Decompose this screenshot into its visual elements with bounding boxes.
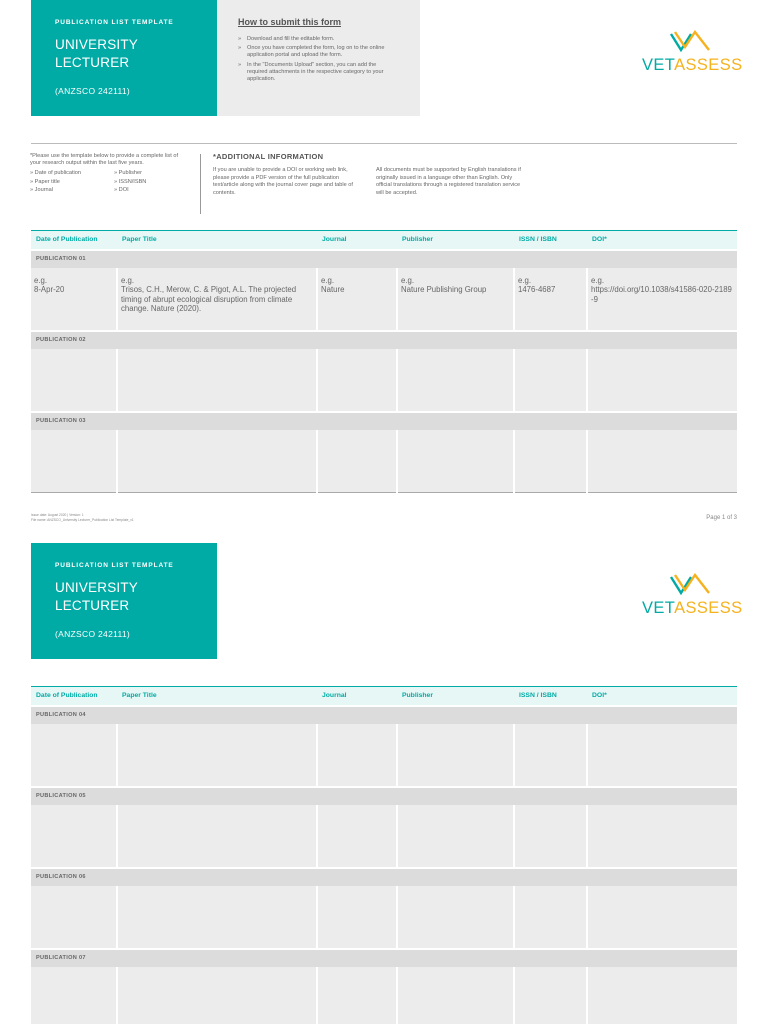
publication-label: PUBLICATION 06 xyxy=(31,868,737,886)
publication-entry-row xyxy=(31,430,737,493)
publisher-cell[interactable] xyxy=(397,886,514,949)
paper-title-cell[interactable] xyxy=(117,430,317,493)
issn-isbn-cell[interactable] xyxy=(514,349,587,412)
logo-vet-text: VET xyxy=(642,599,675,617)
publication-table-page-1 xyxy=(31,230,737,493)
required-field-item: » Date of publication xyxy=(30,170,114,177)
publisher-cell[interactable]: e.g. Nature Publishing Group xyxy=(397,268,514,331)
anzsco-code: (ANZSCO 242111) xyxy=(55,86,131,96)
column-header-date: Date of Publication xyxy=(31,231,117,250)
journal-cell[interactable] xyxy=(317,886,397,949)
doi-cell[interactable] xyxy=(587,967,737,1024)
column-header-journal: Journal xyxy=(317,231,397,250)
doi-cell[interactable] xyxy=(587,724,737,787)
column-header-paper-title: Paper Title xyxy=(117,687,317,706)
template-kicker: PUBLICATION LIST TEMPLATE xyxy=(55,562,174,569)
journal-cell[interactable]: e.g. Nature xyxy=(317,268,397,331)
publication-label-row xyxy=(31,706,737,724)
publication-label: PUBLICATION 07 xyxy=(31,949,737,967)
required-field-item: » Journal xyxy=(30,187,114,194)
vetassess-logo-page-2 xyxy=(642,573,742,618)
anzsco-code: (ANZSCO 242111) xyxy=(55,629,131,639)
title-line-1: UNIVERSITY xyxy=(55,37,139,52)
publication-entry-row xyxy=(31,724,737,787)
publication-label-row xyxy=(31,331,737,349)
publication-entry-row xyxy=(31,349,737,412)
doi-cell[interactable] xyxy=(587,886,737,949)
journal-cell[interactable] xyxy=(317,724,397,787)
issn-isbn-cell[interactable] xyxy=(514,967,587,1024)
publication-label-row xyxy=(31,787,737,805)
date-cell[interactable] xyxy=(31,886,117,949)
issn-isbn-cell[interactable] xyxy=(514,805,587,868)
additional-info-translation-note: All documents must be supported by English translations if originally issued in a language other than English. Only official translations through a registered translation service will be accepted. xyxy=(376,167,521,196)
table-header-row xyxy=(31,687,737,706)
title-line-2: LECTURER xyxy=(55,55,130,70)
publication-label: PUBLICATION 01 xyxy=(31,250,737,268)
vetassess-logo-icon xyxy=(669,30,711,54)
paper-title-cell[interactable] xyxy=(117,349,317,412)
publication-label: PUBLICATION 05 xyxy=(31,787,737,805)
doi-cell[interactable] xyxy=(587,805,737,868)
page-title xyxy=(55,579,138,615)
publisher-cell[interactable] xyxy=(397,430,514,493)
how-to-title: How to submit this form xyxy=(238,17,341,27)
date-cell[interactable]: e.g. 8-Apr-20 xyxy=(31,268,117,331)
required-field-item: » DOI xyxy=(114,187,184,194)
document-footer-info xyxy=(31,513,134,522)
publisher-cell[interactable] xyxy=(397,724,514,787)
title-line-2: LECTURER xyxy=(55,598,130,613)
how-to-step: » Download and fill the editable form. xyxy=(238,36,398,43)
column-header-publisher: Publisher xyxy=(397,231,514,250)
publication-label: PUBLICATION 03 xyxy=(31,412,737,430)
publication-entry-row xyxy=(31,268,737,331)
column-header-issn-isbn: ISSN / ISBN xyxy=(514,687,587,706)
required-field-item: » Publisher xyxy=(114,170,184,177)
date-cell[interactable] xyxy=(31,430,117,493)
additional-information xyxy=(213,152,533,197)
date-cell[interactable] xyxy=(31,349,117,412)
issn-isbn-cell[interactable]: e.g. 1476-4687 xyxy=(514,268,587,331)
publication-label-row xyxy=(31,868,737,886)
issn-isbn-cell[interactable] xyxy=(514,724,587,787)
how-to-step: » In the "Documents Upload" section, you can add the required attachments in the respective category to your application. xyxy=(238,62,398,84)
page-title xyxy=(55,36,138,72)
column-header-doi: DOI* xyxy=(587,687,737,706)
paper-title-cell[interactable]: e.g. Trisos, C.H., Merow, C. & Pigot, A.L. The projected timing of abrupt ecological disruption from climate change. Nature (2020). xyxy=(117,268,317,331)
logo-assess-text: ASSESS xyxy=(674,56,743,74)
publication-table-page-2 xyxy=(31,686,737,1024)
issn-isbn-cell[interactable] xyxy=(514,430,587,493)
publication-label-row xyxy=(31,949,737,967)
publisher-cell[interactable] xyxy=(397,349,514,412)
publisher-cell[interactable] xyxy=(397,967,514,1024)
required-field-item: » Paper title xyxy=(30,179,114,186)
column-header-paper-title: Paper Title xyxy=(117,231,317,250)
how-to-step: » Once you have completed the form, log on to the online application portal and upload the form. xyxy=(238,45,398,59)
date-cell[interactable] xyxy=(31,724,117,787)
column-header-date: Date of Publication xyxy=(31,687,117,706)
issue-date: Issue date: August 2020 | Version: 1 xyxy=(31,513,84,517)
doi-cell[interactable]: e.g. https://doi.org/10.1038/s41586-020-2189-9 xyxy=(587,268,737,331)
additional-info-doi-note: If you are unable to provide a DOI or working web link, please provide a PDF version of the full publication text/article along with the journal cover page and table of contents. xyxy=(213,167,353,196)
doi-cell[interactable] xyxy=(587,430,737,493)
date-cell[interactable] xyxy=(31,967,117,1024)
publication-label: PUBLICATION 02 xyxy=(31,331,737,349)
paper-title-cell[interactable] xyxy=(117,886,317,949)
intro-text: *Please use the template below to provide a complete list of your research output within the last five years. xyxy=(30,153,179,167)
journal-cell[interactable] xyxy=(317,967,397,1024)
required-fields-list xyxy=(30,170,190,194)
vetassess-logo-icon xyxy=(669,573,711,597)
journal-cell[interactable] xyxy=(317,349,397,412)
table-header-row xyxy=(31,231,737,250)
intro-note xyxy=(30,153,190,194)
doi-cell[interactable] xyxy=(587,349,737,412)
issn-isbn-cell[interactable] xyxy=(514,886,587,949)
page-number: Page 1 of 3 xyxy=(706,515,737,521)
paper-title-cell[interactable] xyxy=(117,724,317,787)
column-header-issn-isbn: ISSN / ISBN xyxy=(514,231,587,250)
paper-title-cell[interactable] xyxy=(117,805,317,868)
publication-entry-row xyxy=(31,886,737,949)
vetassess-logo xyxy=(642,30,742,75)
paper-title-cell[interactable] xyxy=(117,967,317,1024)
logo-vet-text: VET xyxy=(642,56,675,74)
header-banner xyxy=(31,0,217,116)
publication-entry-row xyxy=(31,805,737,868)
additional-info-title: *ADDITIONAL INFORMATION xyxy=(213,152,324,161)
logo-assess-text: ASSESS xyxy=(674,599,743,617)
journal-cell[interactable] xyxy=(317,430,397,493)
template-kicker: PUBLICATION LIST TEMPLATE xyxy=(55,19,174,26)
column-header-publisher: Publisher xyxy=(397,687,514,706)
how-to-steps xyxy=(238,36,398,83)
publisher-cell[interactable] xyxy=(397,805,514,868)
publication-label-row xyxy=(31,250,737,268)
column-header-journal: Journal xyxy=(317,687,397,706)
publication-label-row xyxy=(31,412,737,430)
publication-label: PUBLICATION 04 xyxy=(31,706,737,724)
how-to-submit-panel xyxy=(217,0,420,116)
title-line-1: UNIVERSITY xyxy=(55,580,139,595)
publication-entry-row xyxy=(31,967,737,1024)
date-cell[interactable] xyxy=(31,805,117,868)
header-banner-page-2 xyxy=(31,543,217,659)
journal-cell[interactable] xyxy=(317,805,397,868)
intro-separator xyxy=(200,154,201,214)
column-header-doi: DOI* xyxy=(587,231,737,250)
section-divider xyxy=(31,143,737,144)
file-name: File name: ANZSCO_University Lecturer_Publication List Template_v1 xyxy=(31,517,134,522)
required-field-item: » ISSN/ISBN xyxy=(114,179,184,186)
